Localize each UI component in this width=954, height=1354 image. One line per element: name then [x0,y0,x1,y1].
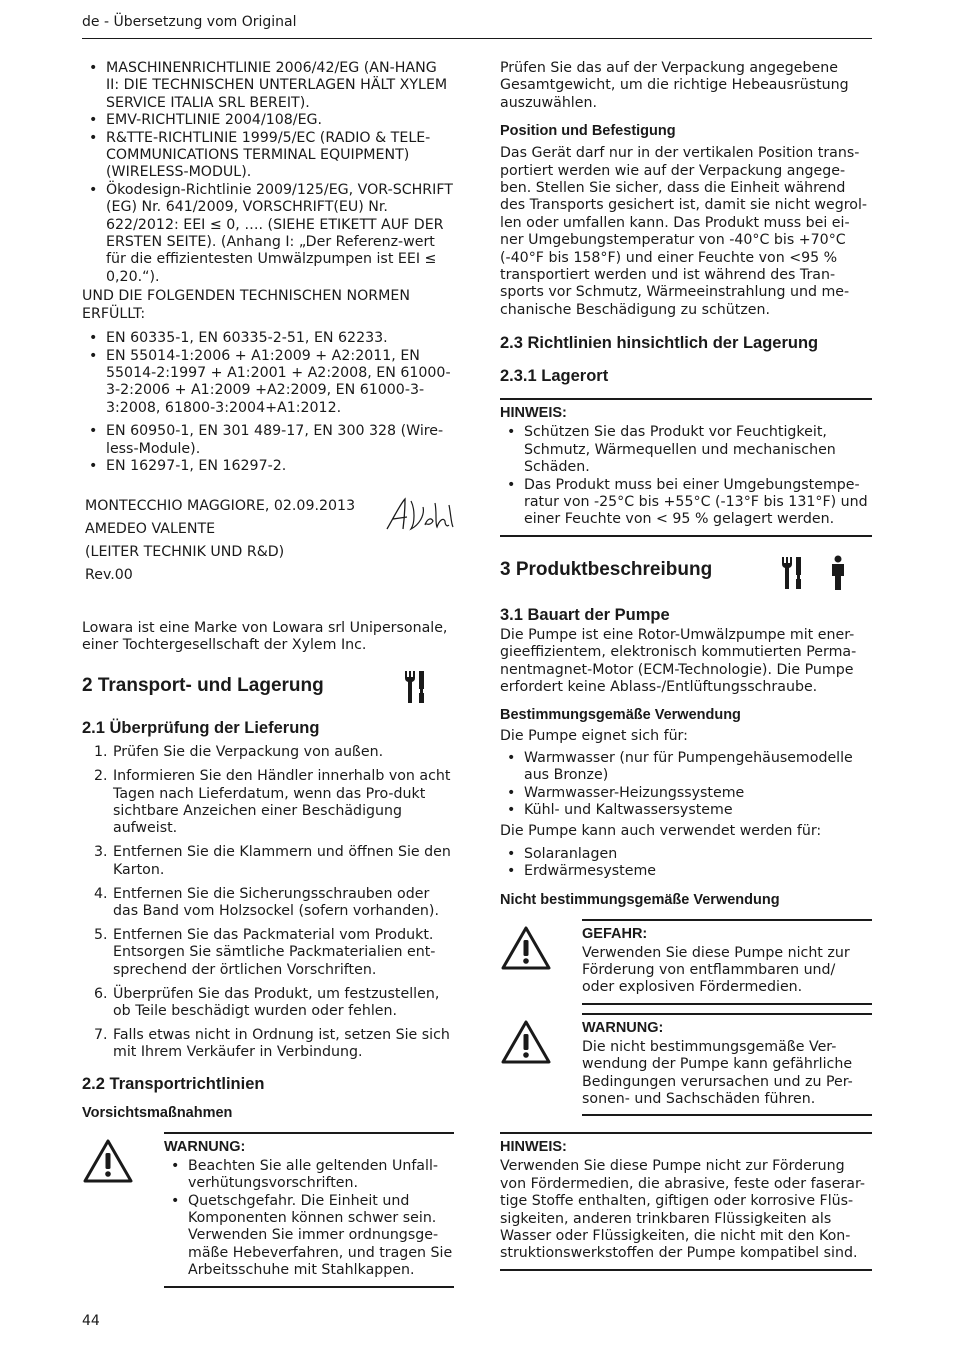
list-item: • EN 16297-1, EN 16297-2. [82,458,454,475]
warning-block [82,1132,454,1288]
list-item: • Ökodesign-Richtlinie 2009/125/EG, VOR-SCHRIFT (EG) Nr. 641/2009, VORSCHRIFT(EU) Nr. 622/2012: EEI ≤ 0, …. (SIEHE ETIKETT AUF DER ERSTEN SEITE). (Anhang I: „Der Referenz-wert für die effizientesten Umwälzpumpen ist EEI ≤ 0,20.“). [82,182,454,286]
section-3-title: 3 Produktbeschreibung [500,558,713,580]
inspection-steps [82,744,454,1062]
list-item: • Warmwasser-Heizungssysteme [500,785,872,802]
brand-note: Lowara ist eine Marke von Lowara srl Unipersonale, einer Tochtergesellschaft der Xylem Inc. [82,619,448,653]
intended-use-heading: Bestimmungsgemäße Verwendung [500,707,741,724]
warning-list [164,1158,454,1280]
header-rule [82,38,872,39]
improper-use-heading: Nicht bestimmungsgemäße Verwendung [500,891,780,908]
section-2-3-heading: 2.3 Richtlinien hinsichtlich der Lagerung [500,334,819,353]
tools-icon [779,555,807,591]
step-number: 1. [94,744,108,761]
warning-2-title: WARNUNG: [582,1019,664,1036]
warning-content [164,1132,454,1288]
list-item [82,1027,454,1062]
directives-list [82,60,454,286]
step-text: Entfernen Sie die Sicherungsschrauben oder das Band vom Holzsockel (sofern vorhanden). [113,885,439,920]
list-item [82,927,454,979]
step-text: Prüfen Sie die Verpackung von außen. [113,744,384,761]
section-2-heading [82,675,454,705]
list-item: • R&TTE-RICHTLINIE 1999/5/EC (RADIO & TELE-COMMUNICATIONS TERMINAL EQUIPMENT) (WIRELESS-MODUL). [82,130,454,182]
danger-text: Verwenden Sie diese Pumpe nicht zur Förderung von entflammbaren und/ oder explosiven Fördermedien. [582,944,850,996]
notice-list [500,424,872,528]
list-item: • Erdwärmesysteme [500,863,872,880]
list-item: • EN 55014-1:2006 + A1:2009 + A2:2011, EN 55014-2:1997 + A1:2001 + A2:2008, EN 61000-3-2:2006 + A1:2009 +A2:2009, EN 61000-3-3:2008, 61800-3:2004+A1:2012. [82,348,454,418]
warning-title: WARNUNG: [164,1138,246,1155]
notice-text: Verwenden Sie diese Pumpe nicht zur Förderung von Fördermedien, die abrasive, feste oder faserar-tige Stoffe enthalten, giftigen oder korrosive Flüs-sigkeiten, anderen trinkbaren Flüssigkeiten als Wasser oder Flüssigkeiten, die nicht mit den Kon-struktionswerkstoffen der Pumpe kompatibel sind. [500,1158,865,1262]
also-use-intro: Die Pumpe kann auch verwendet werden für: [500,823,822,840]
list-item: • Quetschgefahr. Die Einheit und Komponenten können schwer sein. Verwenden Sie immer ordnungsge-mäße Hebeverfahren, und tragen Sie Arbeitsschuhe mit Stahlkappen. [164,1193,454,1280]
section-3-icons [779,555,846,597]
list-item: • EN 60335-1, EN 60335-2-51, EN 62233. [82,330,454,347]
step-text: Informieren Sie den Händler innerhalb von acht Tagen nach Lieferdatum, wenn das Pro-dukt sichtbare Anzeichen einer Beschädigung aufweist. [113,768,451,837]
position-paragraph: Das Gerät darf nur in der vertikalen Position trans-portiert werden wie auf der Verpackung angege-ben. Stellen Sie sicher, dass die Einheit während des Transports gesichert ist, damit sie nicht wegrol-len oder umfallen kann. Das Produkt muss bei ei-ner Umgebungstemperatur von -40°C bis +70°C (-40°F bis 158°F) und einer Feuchte von <95 % transportiert werden und ist während des Tran-sports vor Schmutz, Wärmeeinstrahlung und me-chanische Beschädigung zu schützen. [500,145,868,318]
section-2-2-heading: 2.2 Transportrichtlinien [82,1074,265,1093]
list-item: • Kühl- und Kaltwassersysteme [500,802,872,819]
list-item [82,768,454,838]
norms-list [82,330,454,475]
list-item: • Das Produkt muss bei einer Umgebungstempe-ratur von -25°C bis +55°C (-13°F bis 131°F) und einer Feuchte von < 95 % gelagert werden. [500,477,872,529]
notice-block-improper [500,1132,872,1270]
intended-use-intro: Die Pumpe eignet sich für: [500,728,688,745]
section-2-title: 2 Transport- und Lagerung [82,675,324,697]
tools-icon [402,669,430,705]
section-2-1-heading: 2.1 Überprüfung der Lieferung [82,719,320,738]
step-number: 3. [94,844,108,861]
list-item [82,744,454,761]
precautions-heading: Vorsichtsmaßnahmen [82,1104,233,1121]
position-heading: Position und Befestigung [500,123,676,140]
handwritten-signature [385,495,457,535]
weight-paragraph: Prüfen Sie das auf der Verpackung angegebene Gesamtgewicht, um die richtige Hebeausrüstung auszuwählen. [500,60,849,111]
pump-design-paragraph: Die Pumpe ist eine Rotor-Umwälzpumpe mit ener-gieeffizientem, elektronisch kommutierten Perma-nentmagnet-Motor (ECM-Technologie). Die Pumpe erfordert keine Ablass-/Entlüftungsschraube. [500,626,857,695]
list-item: • Schützen Sie das Produkt vor Feuchtigkeit, Schmutz, Wärmequellen und mechanischen Schäden. [500,424,872,476]
revision: Rev.00 [85,566,133,583]
warning-2-text: Die nicht bestimmungsgemäße Ver-wendung der Pumpe kann gefährliche Bedingungen verursachen und zu Per-sonen- und Sachschäden führen. [582,1038,853,1108]
also-use-list [500,846,872,881]
list-item: • EMV-RICHTLINIE 2004/108/EG. [82,112,454,129]
step-text: Falls etwas nicht in Ordnung ist, setzen Sie sich mit Ihrem Verkäufer in Verbindung. [113,1027,450,1061]
step-number: 6. [94,985,108,1002]
list-item [82,886,454,921]
right-column [500,60,872,1271]
section-2-3-1-heading: 2.3.1 Lagerort [500,367,609,386]
danger-title: GEFAHR: [582,925,648,942]
norms-intro: UND DIE FOLGENDEN TECHNISCHEN NORMEN ERFÜLLT: [82,288,410,322]
warning-block-2 [500,1013,872,1117]
step-text: Entfernen Sie das Packmaterial vom Produkt. Entsorgen Sie sämtliche Packmaterialien ent-sprechend der örtlichen Vorschriften. [113,927,436,978]
signature-block [85,495,454,586]
step-number: 5. [94,927,108,943]
section-3-heading [500,559,872,597]
list-item: • MASCHINENRICHTLINIE 2006/42/EG (AN-HANG II: DIE TECHNISCHEN UNTERLAGEN HÄLT XYLEM SERVICE ITALIA SRL BEREIT). [82,60,454,112]
notice-title: HINWEIS: [500,405,567,422]
danger-content [582,919,872,1005]
person-icon [830,555,846,591]
danger-triangle-icon [500,919,582,976]
signature-place-date: MONTECCHIO MAGGIORE, 02.09.2013 [85,498,356,515]
left-column [82,60,454,1288]
step-text: Entfernen Sie die Klammern und öffnen Sie den Karton. [113,844,451,878]
list-item: • EN 60950-1, EN 301 489-17, EN 300 328 (Wire-less-Module). [82,423,454,458]
signature-role: (LEITER TECHNIK UND R&D) [85,543,285,560]
step-number: 2. [94,768,108,785]
list-item [82,844,454,879]
warning-2-content [582,1013,872,1117]
section-3-1-heading: 3.1 Bauart der Pumpe [500,605,670,624]
danger-block [500,919,872,1005]
step-number: 4. [94,885,108,902]
list-item: • Solaranlagen [500,846,872,863]
notice-title: HINWEIS: [500,1139,567,1156]
page-header-text: de - Übersetzung vom Original [82,14,297,30]
list-item: • Warmwasser (nur für Pumpengehäusemodelle aus Bronze) [500,750,872,785]
warning-triangle-icon [82,1132,164,1189]
intended-use-list [500,750,872,820]
step-text: Überprüfen Sie das Produkt, um festzustellen, ob Teile beschädigt wurden oder fehlen. [113,985,440,1020]
signature-name: AMEDEO VALENTE [85,521,216,538]
step-number: 7. [94,1027,108,1044]
list-item: • Beachten Sie alle geltenden Unfall-verhütungsvorschriften. [164,1158,454,1193]
notice-block-storage [500,398,872,536]
page-number: 44 [82,1313,100,1329]
list-item [82,986,454,1021]
warning-triangle-icon [500,1013,582,1070]
